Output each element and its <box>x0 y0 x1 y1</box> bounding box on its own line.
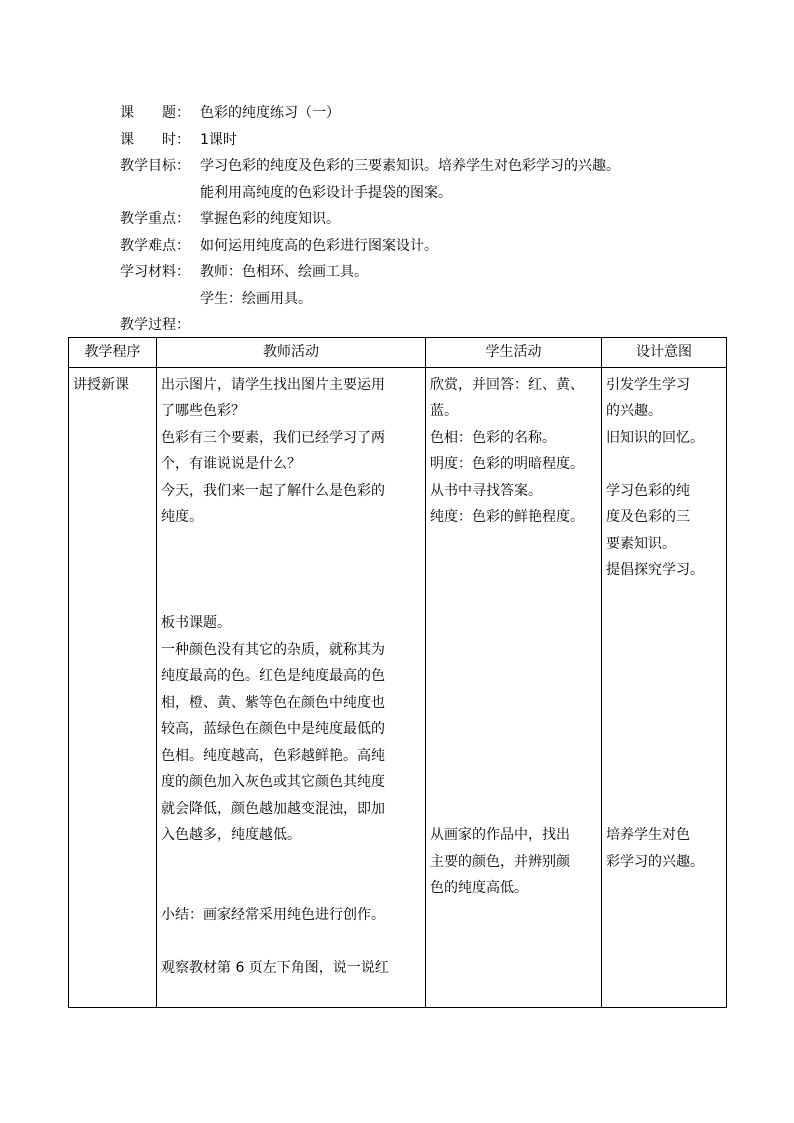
goal-line-1: 学习色彩的纯度及色彩的三要素知识。培养学生对色彩学习的兴趣。 <box>200 158 620 174</box>
goal-label: 教学目标： <box>120 158 190 174</box>
header-student-activity: 学生活动 <box>426 338 602 368</box>
table-row <box>69 367 727 1007</box>
spacer <box>161 928 421 955</box>
spacer <box>606 584 722 823</box>
process-label: 教学过程： <box>120 317 190 333</box>
lesson-header <box>120 100 740 339</box>
header-design-intent: 设计意图 <box>602 338 727 368</box>
teacher-line: 就会降低，颜色越加越变混浊，即加 <box>161 800 385 817</box>
intent-line: 提倡探究学习。 <box>606 562 704 578</box>
difficulty-value: 如何运用纯度高的色彩进行图案设计。 <box>200 237 438 254</box>
process-row <box>120 312 740 339</box>
difficulty-row <box>120 233 740 260</box>
header-teacher-activity: 教师活动 <box>157 338 426 368</box>
teacher-line: 一种颜色没有其它的杂质，就称其为 <box>161 641 385 658</box>
key-value: 掌握色彩的纯度知识。 <box>200 211 340 227</box>
student-line: 从书中寻找答案。 <box>430 482 542 499</box>
teacher-line: 板书课题。 <box>161 615 231 631</box>
materials-student: 学生：绘画用具。 <box>200 290 312 307</box>
goal-row-2 <box>120 180 740 207</box>
student-line: 色相：色彩的名称。 <box>430 429 556 446</box>
student-line: 蓝。 <box>430 403 458 419</box>
intent-line: 彩学习的兴趣。 <box>606 853 704 870</box>
spacer <box>161 531 421 611</box>
intent-line: 的兴趣。 <box>606 403 662 419</box>
intent-cell <box>602 367 727 1007</box>
teacher-line: 度的颜色加入灰色或其它颜色其纯度 <box>161 774 385 790</box>
teacher-line: 色彩有三个要素，我们已经学习了两 <box>161 429 385 446</box>
intent-line: 引发学生学习 <box>606 376 690 393</box>
hours-label: 课 时： <box>120 131 190 148</box>
goal-line-2: 能利用高纯度的色彩设计手提袋的图案。 <box>200 184 452 201</box>
difficulty-label: 教学难点： <box>120 237 190 254</box>
intent-line: 旧知识的回忆。 <box>606 429 704 446</box>
teacher-line: 了哪些色彩？ <box>161 403 245 419</box>
teacher-line: 相，橙、黄、紫等色在颜色中纯度也 <box>161 694 385 711</box>
spacer <box>430 531 597 823</box>
teacher-line: 较高，蓝绿色在颜色中是纯度最低的 <box>161 721 385 737</box>
student-line: 欣赏，并回答：红、黄、 <box>430 376 584 393</box>
topic-label: 课 题： <box>120 105 190 121</box>
student-line: 从画家的作品中，找出 <box>430 827 570 843</box>
teacher-line: 纯度最高的色。红色是纯度最高的色 <box>161 668 385 684</box>
teacher-line: 观察教材第 6 页左下角图，说一说红 <box>161 959 389 976</box>
teacher-line: 色相。纯度越高，色彩越鲜艳。高纯 <box>161 747 385 764</box>
teacher-cell <box>157 367 426 1007</box>
student-cell <box>426 367 602 1007</box>
header-stage: 教学程序 <box>69 338 157 368</box>
hours-value: 1课时 <box>200 131 237 148</box>
student-line: 明度：色彩的明暗程度。 <box>430 456 584 472</box>
student-line: 主要的颜色，并辨别颜 <box>430 853 570 870</box>
intent-line: 度及色彩的三 <box>606 509 690 525</box>
stage-text: 讲授新课 <box>73 376 129 393</box>
topic-row <box>120 100 740 127</box>
materials-row-2 <box>120 286 740 313</box>
spacer <box>606 451 722 478</box>
intent-line: 培养学生对色 <box>606 827 690 843</box>
teacher-line: 纯度。 <box>161 509 203 525</box>
lesson-table <box>68 337 727 1008</box>
teacher-line: 今天，我们来一起了解什么是色彩的 <box>161 482 385 499</box>
topic-value: 色彩的纯度练习（一） <box>200 105 340 121</box>
intent-line: 学习色彩的纯 <box>606 482 690 499</box>
key-row <box>120 206 740 233</box>
hours-row <box>120 127 740 154</box>
spacer <box>161 849 421 902</box>
teacher-line: 出示图片，请学生找出图片主要运用 <box>161 376 385 393</box>
student-line: 纯度：色彩的鲜艳程度。 <box>430 509 584 525</box>
table-header-row <box>69 338 727 368</box>
intent-line: 要素知识。 <box>606 535 676 552</box>
stage-cell <box>69 367 157 1007</box>
teacher-line: 个，有谁说说是什么？ <box>161 456 301 472</box>
materials-row <box>120 259 740 286</box>
teacher-line: 小结：画家经常采用纯色进行创作。 <box>161 906 385 923</box>
materials-teacher: 教师：色相环、绘画工具。 <box>200 264 368 280</box>
goal-row <box>120 153 740 180</box>
teacher-line: 入色越多，纯度越低。 <box>161 827 301 843</box>
materials-label: 学习材料： <box>120 264 190 280</box>
student-line: 色的纯度高低。 <box>430 880 528 896</box>
key-label: 教学重点： <box>120 211 190 227</box>
